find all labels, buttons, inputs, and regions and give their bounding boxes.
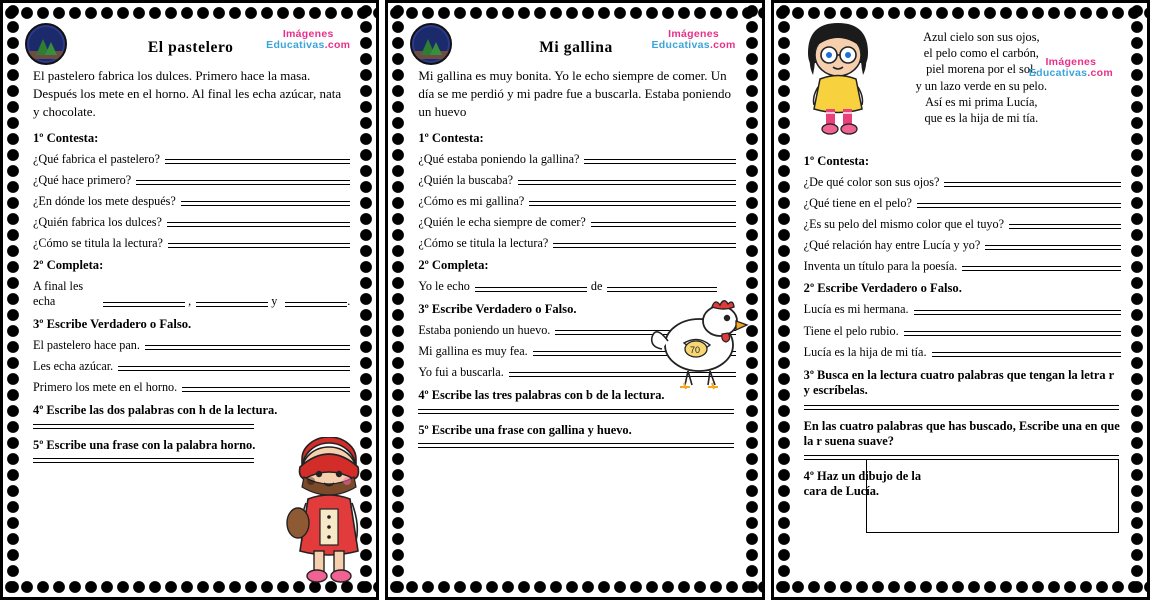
answer-line[interactable] xyxy=(418,409,733,414)
answer-line[interactable] xyxy=(584,159,735,164)
answer-line[interactable] xyxy=(553,243,735,248)
answer-line[interactable] xyxy=(182,387,350,392)
truefalse-item: El pastelero hace pan. xyxy=(33,338,350,352)
answer-line[interactable] xyxy=(1009,224,1121,229)
answer-line[interactable] xyxy=(932,352,1121,357)
worksheet-card-gallina xyxy=(385,0,764,600)
question-item: ¿Quién le echa siempre de comer? xyxy=(418,215,735,229)
answer-line[interactable] xyxy=(136,180,350,185)
section-head-2-2: 2º Completa: xyxy=(418,257,489,272)
hen-illustration xyxy=(644,283,754,393)
brand-watermark-3: Imágenes Educativas.com xyxy=(1028,56,1113,80)
answer-line[interactable] xyxy=(418,443,733,448)
section-head-3-3: 3º Busca en la lectura cuatro palabras que tengan la letra r y escríbelas. xyxy=(803,367,1114,398)
section-head-3-1: 1º Contesta: xyxy=(803,154,870,169)
answer-line[interactable] xyxy=(804,405,1119,410)
truefalse-item: Lucía es mi hermana. xyxy=(804,302,1121,316)
section-head-1-1: 1º Contesta: xyxy=(33,130,99,145)
question-item: ¿Qué tiene en el pelo? xyxy=(804,196,1121,210)
question-item: ¿Cómo se titula la lectura? xyxy=(33,236,350,250)
decorative-border-left xyxy=(5,3,21,597)
answer-line[interactable] xyxy=(591,222,736,227)
question-item: ¿Qué hace primero? xyxy=(33,173,350,187)
page-title-1: El pastelero xyxy=(147,39,234,56)
section-head-1-3: 3º Escribe Verdadero o Falso. xyxy=(33,316,192,331)
decorative-border-bottom xyxy=(774,579,1147,595)
section-head-2-5: 5º Escribe una frase con gallina y huevo. xyxy=(418,422,632,437)
question-item: ¿Quién fabrica los dulces? xyxy=(33,215,350,229)
section-head-3-3b: En las cuatro palabras que has buscado, Escribe una en que la r suena suave? xyxy=(803,418,1120,449)
answer-line[interactable] xyxy=(181,201,351,206)
section-head-1-4: 4º Escribe las dos palabras con h de la lectura. xyxy=(33,403,278,418)
decorative-border-left xyxy=(390,3,406,597)
school-badge-icon xyxy=(410,23,452,65)
section-head-3-2: 2º Escribe Verdadero o Falso. xyxy=(803,281,962,296)
question-item: ¿De qué color son sus ojos? xyxy=(804,175,1121,189)
decorative-border-top xyxy=(388,5,761,21)
truefalse-item: Lucía es la hija de mi tía. xyxy=(804,345,1121,359)
answer-line[interactable] xyxy=(165,159,350,164)
answer-line[interactable] xyxy=(917,203,1121,208)
answer-line[interactable] xyxy=(33,424,254,429)
truefalse-item: Yo fui a buscarla. xyxy=(418,365,735,379)
question-item: ¿Cómo se titula la lectura? xyxy=(418,236,735,250)
decorative-border-left xyxy=(776,3,792,597)
fill-in-row: A final les echa , y . xyxy=(33,278,351,308)
section-head-1-2: 2º Completa: xyxy=(33,257,104,272)
answer-line[interactable] xyxy=(475,287,587,292)
section-head-2-3: 3º Escribe Verdadero o Falso. xyxy=(418,301,577,316)
fill-in-row: Yo le echo de xyxy=(418,279,735,294)
answer-line[interactable] xyxy=(196,302,268,307)
section-head-2-1: 1º Contesta: xyxy=(418,130,484,145)
answer-line[interactable] xyxy=(167,222,350,227)
answer-line[interactable] xyxy=(33,458,254,463)
truefalse-item: Estaba poniendo un huevo. xyxy=(418,323,735,337)
brand-watermark-2: Imágenes Educativas.com xyxy=(651,28,736,52)
answer-line[interactable] xyxy=(518,180,736,185)
svg-text:70: 70 xyxy=(689,345,700,355)
answer-line[interactable] xyxy=(914,310,1121,315)
question-item: ¿Qué estaba poniendo la gallina? xyxy=(418,152,735,166)
girl-with-red-hood-illustration xyxy=(286,437,372,587)
truefalse-item: Mi gallina es muy fea. xyxy=(418,344,735,358)
page-title-2: Mi gallina xyxy=(539,39,613,56)
answer-line[interactable] xyxy=(529,201,735,206)
question-item: ¿Qué fabrica el pastelero? xyxy=(33,152,350,166)
question-item: ¿Quién la buscaba? xyxy=(418,173,735,187)
question-item: ¿En dónde los mete después? xyxy=(33,194,350,208)
question-item: ¿Qué relación hay entre Lucía y yo? xyxy=(804,238,1121,252)
poem-text: Azul cielo son sus ojos, el pelo como el carbón, piel morena por el sol, y un lazo verde en su pelo. Así es mi prima Lucía, que es la hija de mi tía. xyxy=(915,30,1048,126)
section-head-1-5: 5º Escribe una frase con la palabra horno. xyxy=(33,437,256,452)
decorative-border-bottom xyxy=(388,579,761,595)
answer-line[interactable] xyxy=(962,266,1121,271)
reading-passage-2: Mi gallina es muy bonita. Yo le echo siempre de comer. Un día se me perdió y mi padre fue a buscarla. Estaba poniendo un huevo xyxy=(418,68,731,119)
truefalse-item: Tiene el pelo rubio. xyxy=(804,324,1121,338)
answer-line[interactable] xyxy=(285,302,347,307)
truefalse-item: Les echa azúcar. xyxy=(33,359,350,373)
worksheet-card-lucia xyxy=(771,0,1150,600)
answer-line[interactable] xyxy=(103,302,185,307)
answer-line[interactable] xyxy=(904,331,1121,336)
section-head-3-4: 4º Haz un dibujo de la cara de Lucía. xyxy=(803,468,922,499)
decorative-border-top xyxy=(3,5,376,21)
section-head-2-4: 4º Escribe las tres palabras con b de la lectura. xyxy=(418,388,665,403)
answer-line[interactable] xyxy=(944,182,1121,187)
truefalse-item: Primero los mete en el horno. xyxy=(33,380,350,394)
question-item: ¿Cómo es mi gallina? xyxy=(418,194,735,208)
answer-line[interactable] xyxy=(145,345,350,350)
answer-line[interactable] xyxy=(985,245,1121,250)
question-item: ¿Es su pelo del mismo color que el tuyo? xyxy=(804,217,1121,231)
reading-passage-1: El pastelero fabrica los dulces. Primero hace la masa. Después los mete en el horno. Al final les echa azúcar, nata y chocolate. xyxy=(33,68,342,119)
question-item: Inventa un título para la poesía. xyxy=(804,259,1121,273)
decorative-border-right xyxy=(1129,3,1145,597)
school-badge-icon xyxy=(25,23,67,65)
answer-line[interactable] xyxy=(168,243,350,248)
answer-line[interactable] xyxy=(118,366,350,371)
girl-with-glasses-illustration xyxy=(792,17,884,137)
brand-watermark-1: Imágenes Educativas.com xyxy=(266,28,351,52)
worksheet-card-pastelero xyxy=(0,0,379,600)
